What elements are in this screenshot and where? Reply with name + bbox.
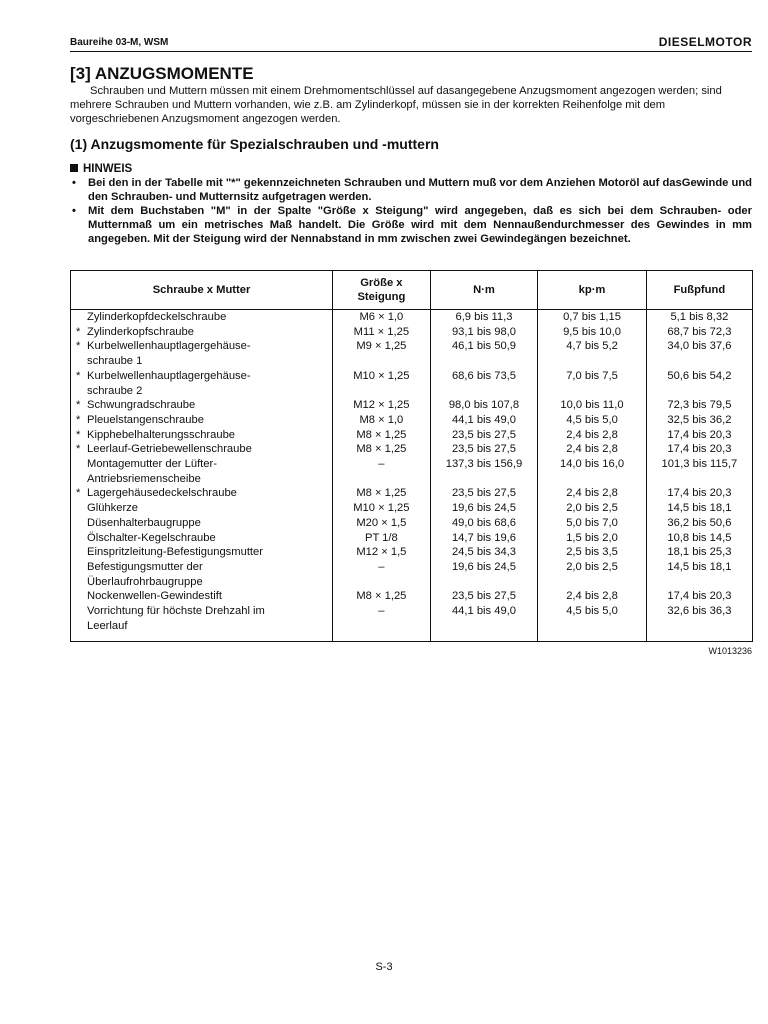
hinweis-title: HINWEIS <box>83 163 133 175</box>
cell-kpm: 4,5 bis 5,0 <box>538 413 647 428</box>
subsection-title: (1) Anzugsmomente für Spezialschrauben und -muttern <box>70 136 439 152</box>
cell-size-pitch: – <box>333 604 431 633</box>
spacer-cell <box>333 633 431 641</box>
table-row <box>71 516 752 531</box>
cell-size-pitch: M12 × 1,25 <box>333 398 431 413</box>
cell-nm: 19,6 bis 24,5 <box>430 501 538 516</box>
note-item <box>70 204 752 246</box>
cell-size-pitch: M20 × 1,5 <box>333 516 431 531</box>
header-nm: N·m <box>430 271 538 310</box>
note-text: Bei den in der Tabelle mit "*" gekennzeichneten Schrauben und Muttern muß vor dem Anziehen Motoröl auf dasGewinde und den Schrauben- und Mutternsitz aufgetragen werden. <box>88 177 752 203</box>
cell-nm: 24,5 bis 34,3 <box>430 545 538 560</box>
header-bolt-nut: Schraube x Mutter <box>71 271 333 310</box>
bolt-name: Einspritzleitung-Befestigungsmutter <box>87 546 263 559</box>
bolt-name: Schwungradschraube <box>87 399 196 412</box>
cell-ftlb: 68,7 bis 72,3 <box>646 325 752 340</box>
cell-bolt-name <box>71 516 333 531</box>
cell-kpm: 2,5 bis 3,5 <box>538 545 647 560</box>
table-row <box>71 339 752 368</box>
bolt-name: Montagemutter der Lüfter- Antriebsriemenscheibe <box>87 458 217 485</box>
cell-ftlb: 17,4 bis 20,3 <box>646 589 752 604</box>
cell-kpm: 2,0 bis 2,5 <box>538 501 647 516</box>
bolt-name: Glühkerze <box>87 502 138 515</box>
cell-ftlb: 17,4 bis 20,3 <box>646 428 752 443</box>
cell-bolt-name <box>71 339 333 368</box>
bolt-name: Kipphebelhalterungsschraube <box>87 428 236 441</box>
cell-bolt-name <box>71 531 333 546</box>
cell-size-pitch: – <box>333 457 431 486</box>
bolt-name: Ölschalter-Kegelschraube <box>87 531 216 544</box>
cell-nm: 19,6 bis 24,5 <box>430 560 538 589</box>
bolt-name: Vorrichtung für höchste Drehzahl im Leerlauf <box>87 605 265 632</box>
cell-size-pitch: M8 × 1,25 <box>333 486 431 501</box>
bullet-icon: • <box>72 205 76 217</box>
note-item <box>70 176 752 204</box>
cell-nm: 23,5 bis 27,5 <box>430 589 538 604</box>
cell-kpm: 2,4 bis 2,8 <box>538 589 647 604</box>
cell-size-pitch: M6 × 1,0 <box>333 310 431 325</box>
table-header-row <box>71 271 752 310</box>
oil-marker: * <box>76 487 81 500</box>
oil-marker: * <box>76 428 81 441</box>
cell-size-pitch: M8 × 1,25 <box>333 589 431 604</box>
spacer-cell <box>71 633 333 641</box>
bolt-name: Zylinderkopfdeckelschraube <box>87 311 227 323</box>
cell-size-pitch: M8 × 1,25 <box>333 442 431 457</box>
cell-kpm: 9,5 bis 10,0 <box>538 325 647 340</box>
table-row <box>71 398 752 413</box>
cell-nm: 46,1 bis 50,9 <box>430 339 538 368</box>
cell-ftlb: 14,5 bis 18,1 <box>646 560 752 589</box>
table-row <box>71 325 752 340</box>
table-row <box>71 413 752 428</box>
cell-nm: 44,1 bis 49,0 <box>430 413 538 428</box>
hinweis-notes <box>70 176 752 246</box>
table-reference-id: W1013236 <box>708 646 752 656</box>
cell-bolt-name <box>71 560 333 589</box>
bullet-icon: • <box>72 177 76 189</box>
cell-bolt-name <box>71 413 333 428</box>
cell-kpm: 4,7 bis 5,2 <box>538 339 647 368</box>
page-number: S-3 <box>375 961 393 973</box>
cell-ftlb: 14,5 bis 18,1 <box>646 501 752 516</box>
cell-bolt-name <box>71 589 333 604</box>
cell-size-pitch: M8 × 1,25 <box>333 428 431 443</box>
cell-nm: 68,6 bis 73,5 <box>430 369 538 398</box>
table-row <box>71 310 752 325</box>
cell-ftlb: 50,6 bis 54,2 <box>646 369 752 398</box>
square-bullet-icon <box>70 164 78 172</box>
cell-size-pitch: M10 × 1,25 <box>333 369 431 398</box>
cell-ftlb: 72,3 bis 79,5 <box>646 398 752 413</box>
cell-kpm: 2,4 bis 2,8 <box>538 442 647 457</box>
spacer-cell <box>538 633 647 641</box>
cell-size-pitch: M8 × 1,0 <box>333 413 431 428</box>
cell-kpm: 5,0 bis 7,0 <box>538 516 647 531</box>
cell-kpm: 0,7 bis 1,15 <box>538 310 647 325</box>
torque-table <box>70 270 753 642</box>
bolt-name: Düsenhalterbaugruppe <box>87 516 201 529</box>
cell-bolt-name <box>71 325 333 340</box>
cell-bolt-name <box>71 310 333 325</box>
intro-paragraph <box>70 84 752 126</box>
oil-marker: * <box>76 325 81 338</box>
bolt-name: Lagergehäusedeckelschraube <box>87 487 237 500</box>
cell-nm: 98,0 bis 107,8 <box>430 398 538 413</box>
page-header <box>70 37 752 52</box>
oil-marker: * <box>76 340 81 353</box>
cell-nm: 6,9 bis 11,3 <box>430 310 538 325</box>
cell-nm: 23,5 bis 27,5 <box>430 428 538 443</box>
cell-bolt-name <box>71 545 333 560</box>
cell-kpm: 14,0 bis 16,0 <box>538 457 647 486</box>
table-row <box>71 560 752 589</box>
cell-size-pitch: M10 × 1,25 <box>333 501 431 516</box>
note-text: Mit dem Buchstaben "M" in der Spalte "Größe x Steigung" wird angegeben, daß es sich bei dem Schrauben- oder Mutternmaß um ein metrisches Maß handelt. Die Größe wird mit dem Nennaußendurchmesser des Gewindes in mm angegeben. Mit der Steigung wird der Nennabstand in mm zwischen zwei Gewindegängen bezeichnet. <box>88 205 752 245</box>
header-size-pitch-text: Größe x Steigung <box>357 277 406 303</box>
table-row <box>71 428 752 443</box>
section-title: [3] ANZUGSMOMENTE <box>70 64 254 83</box>
cell-nm: 49,0 bis 68,6 <box>430 516 538 531</box>
cell-kpm: 10,0 bis 11,0 <box>538 398 647 413</box>
table-spacer-row <box>71 633 752 641</box>
cell-nm: 23,5 bis 27,5 <box>430 486 538 501</box>
series-label: Baureihe 03-M, WSM <box>70 37 169 48</box>
bolt-name: Kurbelwellenhauptlagergehäuse- schraube 1 <box>87 340 251 368</box>
cell-bolt-name <box>71 442 333 457</box>
cell-kpm: 7,0 bis 7,5 <box>538 369 647 398</box>
table-row <box>71 369 752 398</box>
hinweis-heading <box>70 163 132 175</box>
cell-kpm: 2,4 bis 2,8 <box>538 486 647 501</box>
oil-marker: * <box>76 369 81 382</box>
bolt-name: Befestigungsmutter der Überlaufrohrbaugruppe <box>87 560 203 588</box>
spacer-cell <box>430 633 538 641</box>
cell-kpm: 1,5 bis 2,0 <box>538 531 647 546</box>
cell-bolt-name <box>71 486 333 501</box>
cell-kpm: 4,5 bis 5,0 <box>538 604 647 633</box>
table-row <box>71 531 752 546</box>
cell-kpm: 2,4 bis 2,8 <box>538 428 647 443</box>
spacer-cell <box>646 633 752 641</box>
cell-ftlb: 18,1 bis 25,3 <box>646 545 752 560</box>
bolt-name: Zylinderkopfschraube <box>87 325 194 338</box>
cell-size-pitch: PT 1/8 <box>333 531 431 546</box>
cell-bolt-name <box>71 604 333 633</box>
cell-nm: 137,3 bis 156,9 <box>430 457 538 486</box>
cell-ftlb: 5,1 bis 8,32 <box>646 310 752 325</box>
cell-size-pitch: – <box>333 560 431 589</box>
cell-bolt-name <box>71 501 333 516</box>
cell-ftlb: 32,5 bis 36,2 <box>646 413 752 428</box>
table-row <box>71 545 752 560</box>
header-kpm: kp·m <box>538 271 647 310</box>
cell-ftlb: 101,3 bis 115,7 <box>646 457 752 486</box>
cell-ftlb: 17,4 bis 20,3 <box>646 442 752 457</box>
cell-ftlb: 34,0 bis 37,6 <box>646 339 752 368</box>
table-row <box>71 589 752 604</box>
bolt-name: Nockenwellen-Gewindestift <box>87 590 222 603</box>
cell-ftlb: 32,6 bis 36,3 <box>646 604 752 633</box>
header-size-pitch <box>333 271 431 310</box>
oil-marker: * <box>76 399 81 412</box>
cell-size-pitch: M12 × 1,5 <box>333 545 431 560</box>
cell-ftlb: 10,8 bis 14,5 <box>646 531 752 546</box>
bolt-name: Kurbelwellenhauptlagergehäuse- schraube 2 <box>87 369 251 397</box>
cell-ftlb: 36,2 bis 50,6 <box>646 516 752 531</box>
header-ftlb: Fußpfund <box>646 271 752 310</box>
cell-nm: 93,1 bis 98,0 <box>430 325 538 340</box>
cell-bolt-name <box>71 398 333 413</box>
cell-ftlb: 17,4 bis 20,3 <box>646 486 752 501</box>
oil-marker: * <box>76 443 81 456</box>
cell-bolt-name <box>71 369 333 398</box>
intro-text: Schrauben und Muttern müssen mit einem Drehmomentschlüssel auf dasangegebene Anzugsmoment angezogen werden; sind mehrere Schrauben und Muttern vorhanden, wie z.B. am Zylinderkopf, müssen sie in der korrekten Reihenfolge mit dem vorgeschriebenen Anzugsmoment angezogen werden. <box>70 85 722 125</box>
table-row <box>71 486 752 501</box>
cell-kpm: 2,0 bis 2,5 <box>538 560 647 589</box>
bolt-name: Leerlauf-Getriebewellenschraube <box>87 443 252 456</box>
table-row <box>71 442 752 457</box>
cell-bolt-name <box>71 428 333 443</box>
bolt-name: Pleuelstangenschraube <box>87 413 204 426</box>
table-body <box>71 310 752 642</box>
cell-size-pitch: M9 × 1,25 <box>333 339 431 368</box>
oil-marker: * <box>76 413 81 426</box>
table-row <box>71 604 752 633</box>
cell-nm: 44,1 bis 49,0 <box>430 604 538 633</box>
cell-nm: 14,7 bis 19,6 <box>430 531 538 546</box>
cell-size-pitch: M11 × 1,25 <box>333 325 431 340</box>
chapter-label: DIESELMOTOR <box>658 35 752 49</box>
cell-nm: 23,5 bis 27,5 <box>430 442 538 457</box>
table-row <box>71 501 752 516</box>
table-row <box>71 457 752 486</box>
cell-bolt-name <box>71 457 333 486</box>
